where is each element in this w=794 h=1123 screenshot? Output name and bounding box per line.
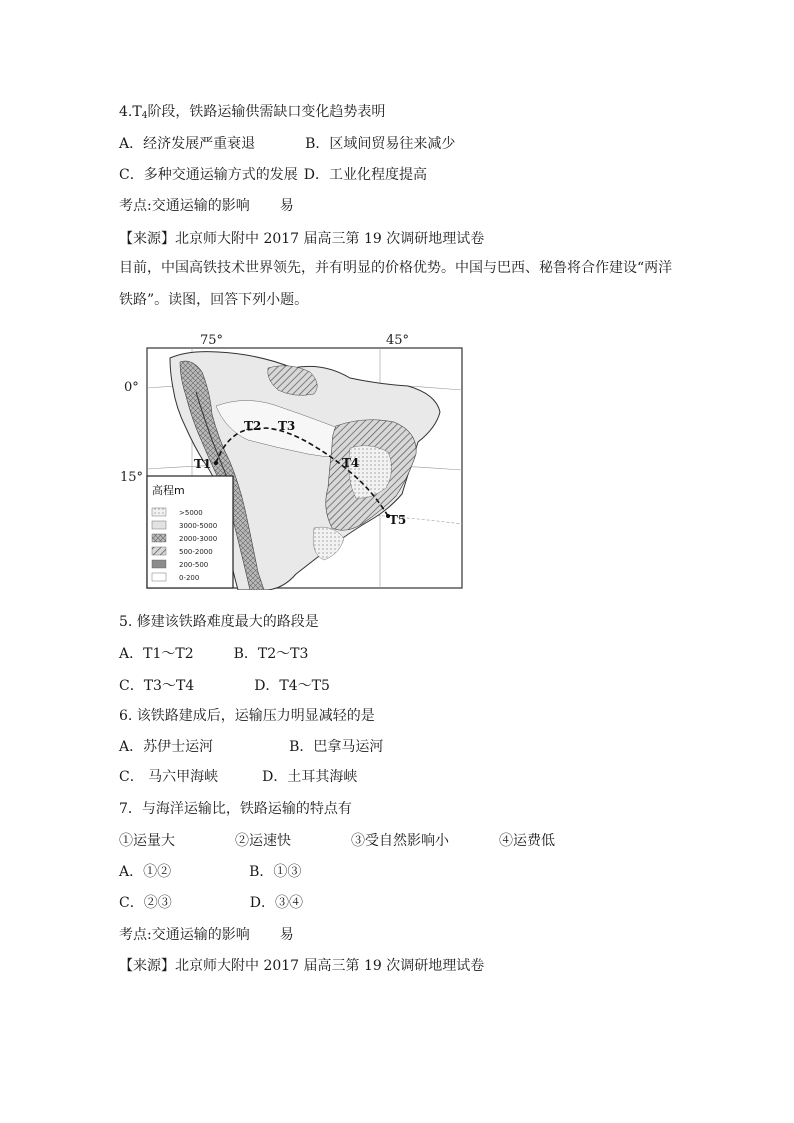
q7-kaodian	[119, 926, 294, 944]
q7-item-4: ④运费低	[499, 833, 555, 849]
q7-item-3: ③受自然影响小	[351, 833, 449, 849]
q7-options-cd	[119, 894, 303, 912]
q4-option-b: B．区域间贸易往来减少	[305, 136, 456, 152]
map-label-t4: T4	[342, 456, 360, 470]
south-america-map	[118, 328, 466, 590]
q6-stem: 6. 该铁路建成后，运输压力明显减轻的是	[119, 708, 375, 724]
map-label-t1: T1	[194, 457, 212, 471]
q4-stem-number: 4.T	[119, 104, 142, 120]
legend-title: 高程m	[152, 484, 185, 497]
q7-option-d: D．③④	[249, 895, 303, 911]
q6-option-a: A．苏伊士运河	[119, 739, 214, 755]
map-lon-75: 75°	[200, 333, 224, 348]
q4-kaodian	[119, 197, 294, 215]
q7-source: 【来源】北京师大附中 2017 届高三第 19 次调研地理试卷	[119, 958, 485, 974]
map-lat-0: 0°	[124, 380, 139, 395]
legend-item-6: 0-200	[179, 574, 200, 582]
q6-option-d: D．土耳其海峡	[262, 769, 358, 785]
q7-option-c: C．②③	[119, 895, 172, 911]
q4-stem-text: 阶段，铁路运输供需缺口变化趋势表明	[147, 104, 386, 120]
intro-line-1: 目前，中国高铁技术世界领先，并有明显的价格优势。中国与巴西、秘鲁将合作建设“两洋	[119, 260, 673, 276]
legend-item-1: >5000	[179, 509, 203, 517]
intro-line-2: 铁路”。读图，回答下列小题。	[119, 292, 309, 308]
q7-item-1: ①运量大	[119, 833, 175, 849]
q4-stem	[119, 103, 385, 125]
q4-difficulty: 易	[279, 198, 294, 214]
q4-option-d: D．工业化程度提高	[303, 167, 427, 183]
map-legend	[147, 476, 233, 588]
q6-option-b: B．巴拿马运河	[289, 739, 384, 755]
map-label-t2: T2	[244, 419, 262, 433]
map-label-t5: T5	[389, 513, 407, 527]
map-lon-45: 45°	[386, 333, 410, 348]
q6-options-cd	[119, 768, 357, 786]
q5-options-ab	[119, 645, 308, 663]
q4-source: 【来源】北京师大附中 2017 届高三第 19 次调研地理试卷	[119, 231, 485, 247]
q6-option-c: C． 马六甲海峡	[119, 769, 219, 785]
q7-items	[119, 832, 555, 850]
q4-options-ab	[119, 135, 455, 153]
q5-option-b: B．T2～T3	[233, 646, 309, 662]
q4-option-c: C．多种交通运输方式的发展	[119, 167, 298, 183]
q4-options-cd	[119, 166, 427, 184]
q7-item-2: ②运速快	[235, 833, 291, 849]
q5-option-c: C．T3～T4	[119, 678, 195, 694]
map-lat-15: 15°	[120, 470, 144, 485]
q7-option-b: B．①③	[249, 864, 302, 880]
q4-stem-subscript: 4	[141, 111, 148, 121]
legend-item-2: 3000-5000	[179, 522, 218, 530]
q6-options-ab	[119, 738, 383, 756]
q5-option-d: D．T4～T5	[254, 678, 330, 694]
q7-kaodian-text: 考点:交通运输的影响	[119, 927, 250, 943]
q5-options-cd	[119, 677, 330, 695]
map-label-t3: T3	[278, 419, 296, 433]
q4-option-a: A．经济发展严重衰退	[119, 136, 256, 152]
legend-item-3: 2000-3000	[179, 535, 218, 543]
q7-difficulty: 易	[279, 927, 294, 943]
q7-option-a: A．①②	[119, 864, 172, 880]
q7-options-ab	[119, 863, 301, 881]
q4-kaodian-text: 考点:交通运输的影响	[119, 198, 250, 214]
q7-stem: 7．与海洋运输比，铁路运输的特点有	[119, 801, 352, 817]
q5-option-a: A．T1～T2	[119, 646, 194, 662]
legend-item-5: 200-500	[179, 561, 209, 569]
legend-item-4: 500-2000	[179, 548, 213, 556]
q5-stem: 5. 修建该铁路难度最大的路段是	[119, 614, 319, 630]
